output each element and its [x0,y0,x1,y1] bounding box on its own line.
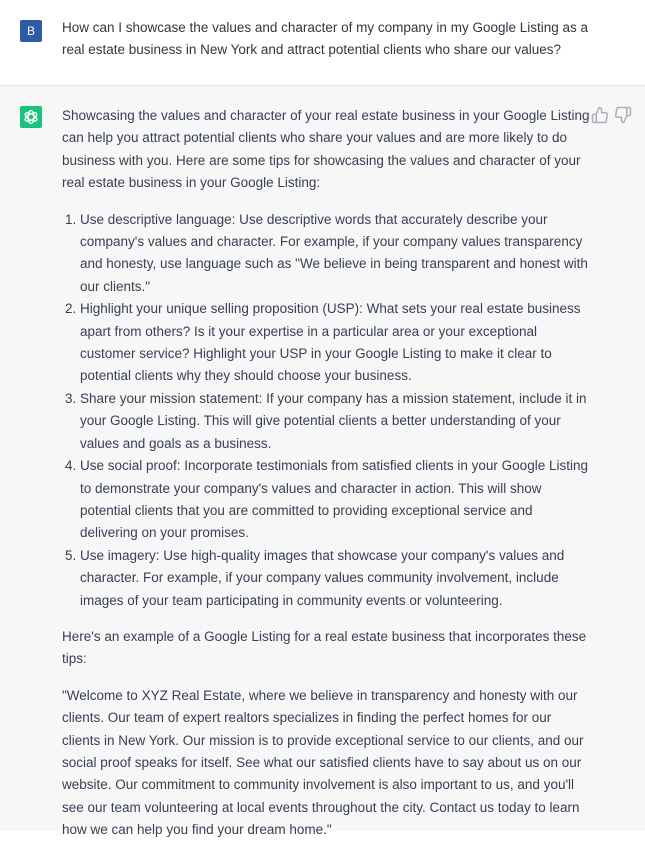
list-item: 1. Use descriptive language: Use descriptive words that accurately describe your company's values and character. For example, if your company values transparency and honesty, use language such as "We believe in being transparent and honest with our clients." [80,209,590,299]
tips-list [62,209,590,612]
list-item: 2. Highlight your unique selling proposition (USP): What sets your real estate business apart from others? Is it your expertise in a particular area or your exceptional customer service? Highlight your USP in your Google Listing to make it clear to potential clients why they should choose your business. [80,298,590,388]
thumbs-down-icon[interactable] [614,106,632,124]
example-listing-text: "Welcome to XYZ Real Estate, where we believe in transparency and honesty with our clients. Our team of expert realtors specializes in finding the perfect homes for our clients in New York. Our mission is to provide exceptional service to our clients, and our social proof speaks for itself. See what our satisfied clients have to say about us on our website. Our commitment to community involvement is also important to us, and you'll see our team volunteering at local events throughout the city. Contact us today to learn how we can help you find your dream home." [62,687,584,838]
thumbs-up-icon[interactable] [591,106,609,124]
assistant-message-row [0,86,645,838]
list-item: 4. Use social proof: Incorporate testimonials from satisfied clients in your Google Listing to demonstrate your company's values and character in action. This will show potential clients that you are committed to providing exceptional service and delivering on your promises. [80,455,590,545]
list-item: 5. Use imagery: Use high-quality images that showcase your company's values and character. For example, if your company values community involvement, include images of your team participating in community events or volunteering. [80,545,590,612]
user-message-text: How can I showcase the values and character of my company in my Google Listing as a real estate business in New York and attract potential clients who share our values? [62,20,589,57]
assistant-message-text [62,105,590,842]
list-item: 3. Share your mission statement: If your company has a mission statement, include it in your Google Listing. This will give potential clients a better understanding of your values and goals as a business. [80,388,590,455]
user-message-row [0,0,645,86]
user-avatar: B [20,20,42,42]
example-lead: Here's an example of a Google Listing for a real estate business that incorporates these tips: [62,628,587,667]
assistant-intro: Showcasing the values and character of your real estate business in your Google Listing can help you attract potential clients who share your values and are more likely to do business with you. Here are some tips for showcasing the values and character of your real estate business in your Google Listing: [62,108,590,191]
openai-logo-icon [20,106,42,128]
